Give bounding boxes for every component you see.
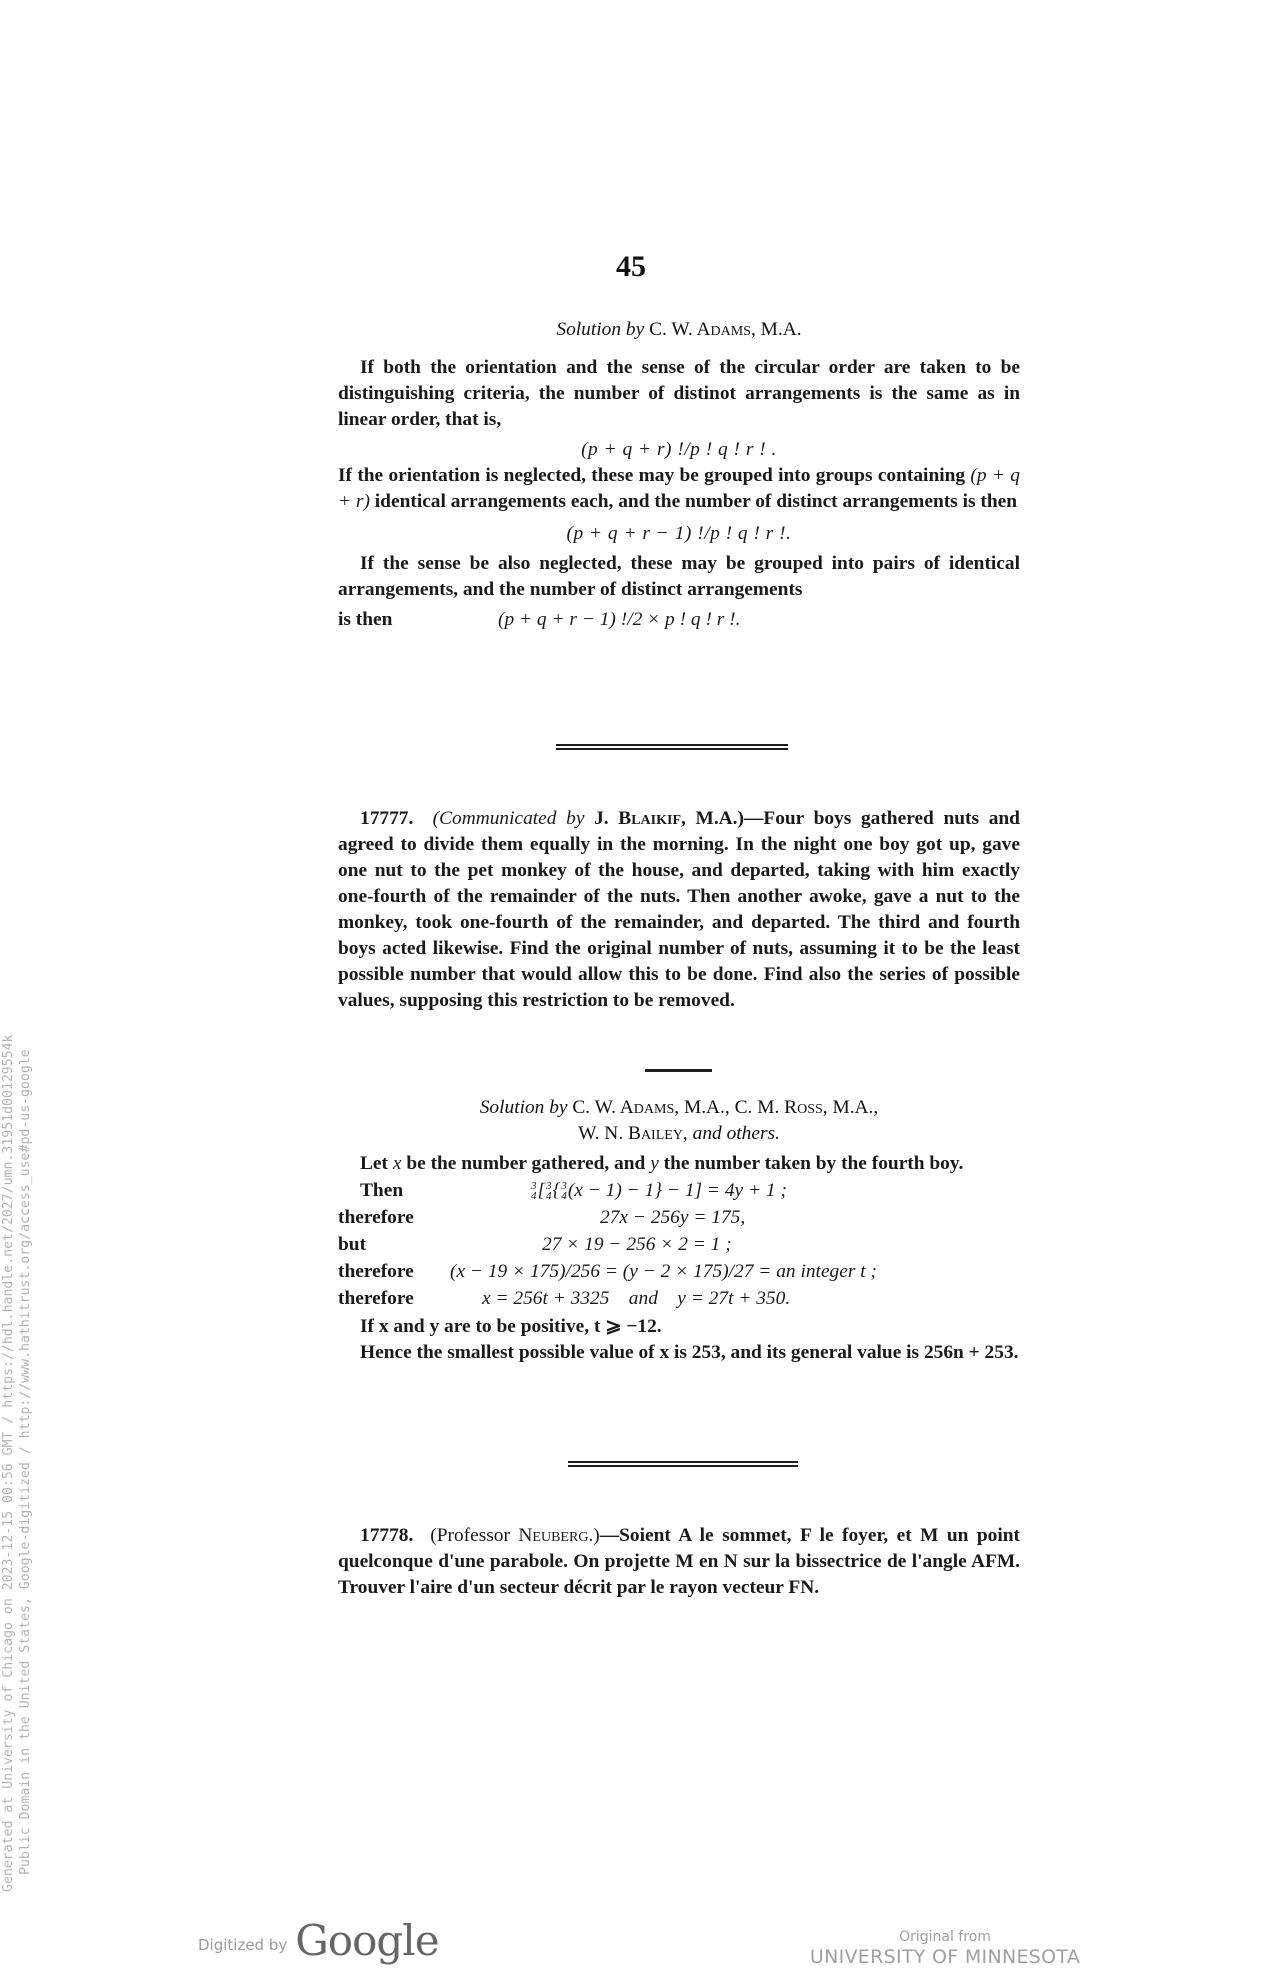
intro-text-a: Let (360, 1153, 388, 1174)
author-degree: , M.A.) (681, 808, 744, 829)
formula-text: (p + q + r) !/p ! q ! r ! . (581, 439, 777, 460)
intro-text-c: the number taken by the fourth boy. (663, 1153, 964, 1174)
equation-label: therefore (338, 1287, 414, 1309)
frac-den: 4 (561, 1190, 567, 1203)
heading-author: C. W. Adams (649, 319, 751, 340)
hathitrust-watermark (0, 0, 60, 1970)
equation-label: but (338, 1233, 367, 1255)
equation-row (338, 1258, 1020, 1285)
equation-row (338, 1285, 1020, 1312)
frac-den: 4 (531, 1190, 537, 1203)
section-divider-1 (556, 744, 788, 750)
solution-17777 (338, 1095, 1020, 1366)
equation-tail: (x − 1) − 1} − 1] = 4y + 1 ; (567, 1179, 787, 1201)
positivity-condition: If x and y are to be positive, t ⩾ −12. (360, 1316, 662, 1337)
heading-solution-by: Solution by (479, 1097, 568, 1118)
problem-number: 17777. (360, 808, 414, 829)
formula-sense-neglected: (p + q + r − 1) !/2 × p ! q ! r !. (498, 609, 741, 630)
equation-expr: 27x − 256y = 175, (600, 1206, 746, 1228)
para2-text-a: If the orientation is neglected, these may be grouped into groups containing (338, 465, 966, 486)
para2-text-b: identical arrangements each, and the number of distinct arrangements is then (374, 491, 1017, 512)
solution-intro (338, 1151, 1020, 1177)
var-x: x (392, 1153, 402, 1174)
equation-expr: 3 4 [ 3 4 { 3 4 (x − 1) − 1} − 1] = 4y + 1 ; (531, 1179, 787, 1203)
problem-number: 17778. (360, 1525, 414, 1546)
equation-label: therefore (338, 1206, 414, 1228)
communicated-by: (Communicated by (432, 808, 585, 829)
page-number: 45 (616, 250, 646, 283)
fraction-three-quarters (561, 1181, 567, 1201)
equation-expr: x = 256t + 3325 and y = 27t + 350. (482, 1287, 791, 1309)
solution-17777-heading-line-2 (338, 1121, 1020, 1147)
formula-text: (p + q + r − 1) !/p ! q ! r !. (566, 523, 792, 544)
equation-label: therefore (338, 1260, 414, 1282)
watermark-line-2: Public Domain in the United States, Google-digitized / http://www.hathitrust.org/access_use#pd-us-google (18, 1049, 33, 1875)
author-close: .) (588, 1525, 600, 1546)
equation-row (338, 1177, 1020, 1204)
intro-text-b: be the number gathered, and (406, 1153, 646, 1174)
equation-label: Then (360, 1179, 404, 1201)
digitized-by-google (198, 1916, 439, 1965)
formula-orientation-neglected (338, 521, 1020, 547)
university-name: UNIVERSITY OF MINNESOTA (809, 1946, 1081, 1968)
original-from-label: Original from (899, 1929, 991, 1945)
solution-heading (338, 317, 1020, 343)
paragraph-orientation-neglected (338, 463, 1020, 515)
problem-author: Neuberg (518, 1525, 589, 1546)
professor-label: (Professor (430, 1525, 510, 1546)
heading-solution-by: Solution by (556, 319, 645, 340)
short-divider (645, 1069, 712, 1072)
paragraph-sense-neglected: If the sense be also neglected, these may be grouped into pairs of identical arrangements, and the number of distinct arrangements (338, 553, 1020, 600)
solution-adams-section (338, 317, 1020, 633)
heading-and-others: and others. (692, 1123, 780, 1144)
frac-num: 3 (561, 1180, 567, 1193)
problem-17777-text (338, 806, 1020, 1014)
problem-17778 (338, 1523, 1020, 1601)
is-then-label: is then (338, 609, 393, 630)
fraction-three-quarters (531, 1181, 537, 1201)
digitized-by-label: Digitized by (198, 1936, 288, 1954)
paragraph-distinguishing-criteria: If both the orientation and the sense of the circular order are taken to be distinguishing criteria, the number of distinot arrangements is the same as in linear order, that is, (338, 357, 1020, 430)
google-logo: Google (295, 1916, 439, 1965)
frac-num: 3 (546, 1180, 552, 1193)
equation-expr: (x − 19 × 175)/256 = (y − 2 × 175)/27 = an integer t ; (450, 1260, 877, 1282)
problem-17777 (338, 806, 1020, 1014)
problem-author: J. Blaikif (594, 808, 682, 829)
watermark-line-1: Generated at University of Chicago on 2023-12-15 00:56 GMT / https://hdl.handle.net/2027/umn.31951d00129554k (1, 1034, 16, 1892)
equation-expr: 27 × 19 − 256 × 2 = 1 ; (542, 1233, 732, 1255)
equation-row (338, 1231, 1020, 1258)
heading-degree: , M.A. (750, 319, 802, 340)
fraction-three-quarters (546, 1181, 552, 1201)
formula-linear-order (338, 437, 1020, 463)
final-formula-line (338, 607, 1020, 633)
section-divider-2 (568, 1461, 798, 1467)
heading-authors-2: W. N. Bailey, (578, 1123, 688, 1144)
original-from (800, 1928, 1090, 1968)
problem-17778-text (338, 1523, 1020, 1601)
equation-row (338, 1204, 1020, 1231)
problem-statement: —Four boys gathered nuts and agreed to divide them equally in the morning. In the night one boy got up, gave one nut to the pet monkey of the house, and departed, taking with him exactly one-fourth of the remainder of the nuts. Then another awoke, gave a nut to the monkey, took one-fourth of the remainder, and departed. The third and fourth boys acted likewise. Find the original number of nuts, assuming it to be the least possible number that would allow this to be done. Find also the series of possible values, supposing this restriction to be removed. (338, 808, 1020, 1011)
conclusion: Hence the smallest possible value of x is 253, and its general value is 256n + 253. (360, 1342, 1019, 1363)
frac-num: 3 (531, 1180, 537, 1193)
equation-derivation (338, 1177, 1020, 1312)
frac-den: 4 (546, 1190, 552, 1203)
para2-math: (p + q + r) (338, 465, 1020, 512)
var-y: y (650, 1153, 659, 1174)
problem-statement: —Soient A le sommet, F le foyer, et M un point quelconque d'une parabole. On projette M en N sur la bissectrice de l'angle AFM. Trouver l'aire d'un secteur décrit par le rayon vecteur FN. (338, 1525, 1021, 1598)
solution-17777-heading-line-1 (338, 1095, 1020, 1121)
heading-authors-1: C. W. Adams, M.A., C. M. Ross, M.A., (572, 1097, 879, 1118)
